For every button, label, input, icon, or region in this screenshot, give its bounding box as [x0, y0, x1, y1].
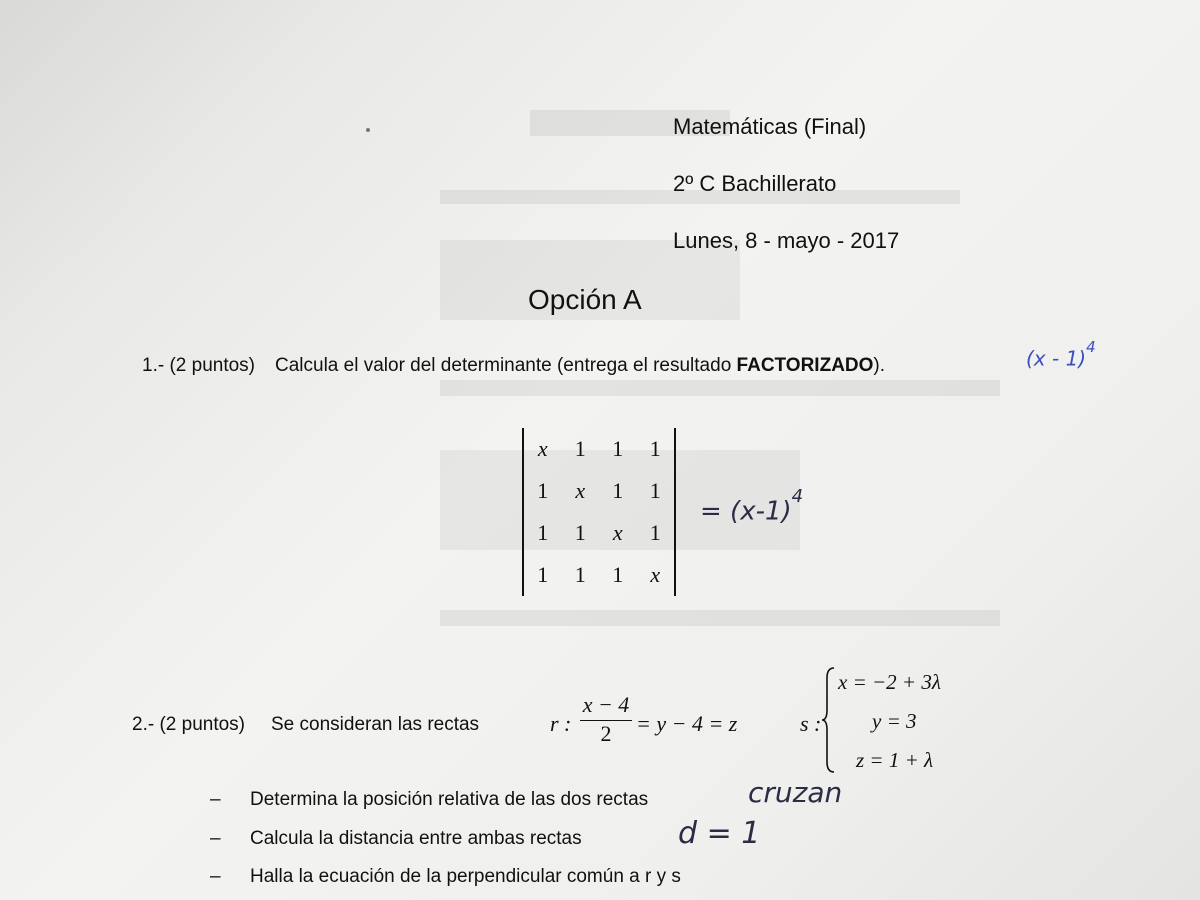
det-cell: 1: [537, 478, 549, 503]
line-s-eq-x: x = −2 + 3λ: [838, 670, 941, 694]
option-title: Opción A: [528, 284, 642, 315]
question-1: [142, 355, 885, 377]
task-text: Determina la posición relativa de las dos rectas: [250, 789, 649, 810]
line-s-eq-z: z = 1 + λ: [856, 748, 934, 772]
det-cell: 1: [574, 562, 586, 587]
question-2-text: Se consideran las rectas: [271, 714, 480, 735]
det-cell: 1: [612, 562, 624, 587]
task-text: Calcula la distancia entre ambas rectas: [250, 828, 582, 849]
group-label: 2º C Bachillerato: [673, 171, 837, 196]
det-cell: 1: [649, 520, 661, 545]
line-s-label: s :: [800, 711, 822, 736]
det-cell: 1: [612, 478, 624, 503]
question-1-text-before: Calcula el valor del determinante (entrega el resultado: [275, 355, 737, 376]
exam-date: Lunes, 8 - mayo - 2017: [673, 228, 900, 253]
course-title: Matemáticas (Final): [673, 114, 867, 139]
det-cell: 1: [574, 436, 586, 461]
handwritten-answer-distance: d = 1: [678, 816, 761, 851]
det-cell: 1: [537, 520, 549, 545]
question-1-text-after: ).: [873, 355, 886, 376]
det-cell: 1: [537, 562, 549, 587]
paper-speck: [366, 128, 370, 132]
line-r-numerator: x − 4: [580, 692, 632, 721]
det-cell: x: [537, 436, 548, 461]
task-item: – Calcula la distancia entre ambas rectas: [210, 828, 582, 849]
det-cell: 1: [574, 520, 586, 545]
question-1-number: 1.- (2 puntos): [142, 355, 255, 376]
line-s-eq-y: y = 3: [872, 709, 917, 733]
line-r-fraction: [580, 692, 632, 747]
det-cell: 1: [649, 478, 661, 503]
task-item: – Halla la ecuación de la perpendicular común a r y s: [210, 866, 681, 887]
line-r-label: r :: [550, 711, 572, 736]
det-cell: 1: [612, 436, 624, 461]
task-text: Halla la ecuación de la perpendicular común a r y s: [250, 866, 681, 887]
left-brace: [822, 666, 836, 774]
line-r-denominator: 2: [600, 721, 612, 746]
det-cell: 1: [649, 436, 661, 461]
determinant-matrix: [522, 428, 676, 596]
question-2: [132, 714, 479, 736]
handwritten-answer-position: cruzan: [748, 776, 843, 809]
det-cell: x: [612, 520, 623, 545]
handwritten-answer-inline: = $(x-1)^4$: [700, 486, 804, 527]
handwritten-answer-margin: (x - 1)$^4$: [1026, 338, 1096, 371]
question-1-bold: FACTORIZADO: [736, 355, 874, 376]
question-2-number: 2.- (2 puntos): [132, 714, 245, 735]
det-cell: x: [575, 478, 586, 503]
det-cell: x: [650, 562, 661, 587]
task-item: – Determina la posición relativa de las dos rectas: [210, 789, 649, 810]
line-r-rest: = y − 4 = z: [636, 711, 738, 736]
